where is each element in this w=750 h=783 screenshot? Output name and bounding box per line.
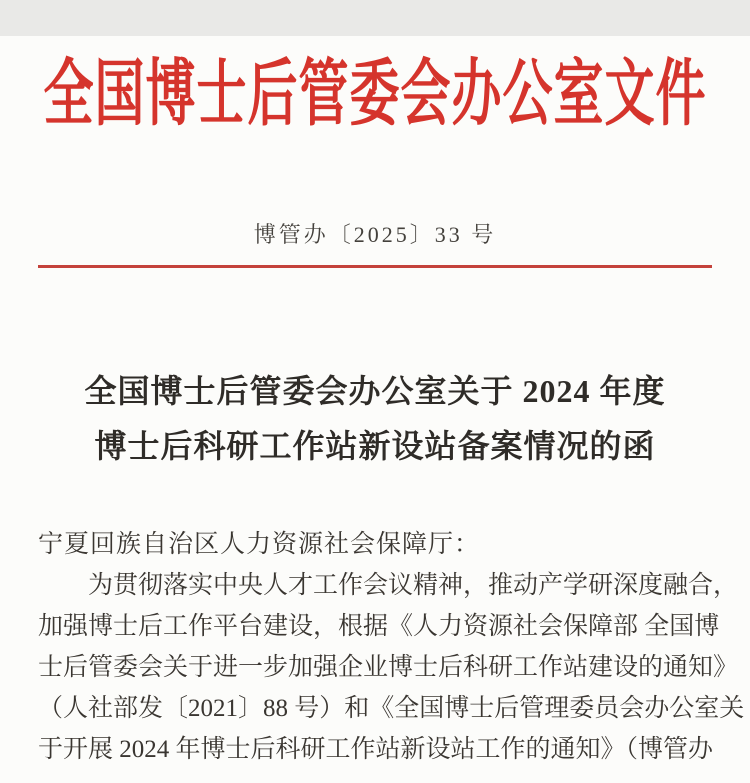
document-header-title: 全国博士后管委会办公室文件	[43, 53, 707, 135]
body-paragraph-line: 加强博士后工作平台建设，根据《人力资源社会保障部 全国博	[38, 613, 720, 640]
document-title	[38, 364, 712, 474]
body-paragraph-line: 于开展 2024 年博士后科研工作站新设站工作的通知》（博管办	[38, 736, 714, 763]
document-title-line1: 全国博士后管委会办公室关于 2024 年度	[84, 373, 666, 409]
document-body	[38, 524, 745, 770]
body-paragraph-line: 为贯彻落实中央人才工作会议精神，推动产学研深度融合，	[88, 572, 739, 599]
body-paragraph-line: （人社部发〔2021〕88 号）和《全国博士后管理委员会办公室关	[38, 695, 745, 722]
document-title-line2: 博士后科研工作站新设站备案情况的函	[94, 428, 656, 464]
document-number: 博管办〔2025〕33 号	[253, 222, 497, 247]
salutation-line: 宁夏回族自治区人力资源社会保障厅：	[38, 531, 481, 558]
body-paragraph-line: 士后管委会关于进一步加强企业博士后科研工作站建设的通知》	[38, 654, 739, 681]
official-document-page	[0, 36, 750, 783]
red-separator-rule	[38, 265, 712, 268]
